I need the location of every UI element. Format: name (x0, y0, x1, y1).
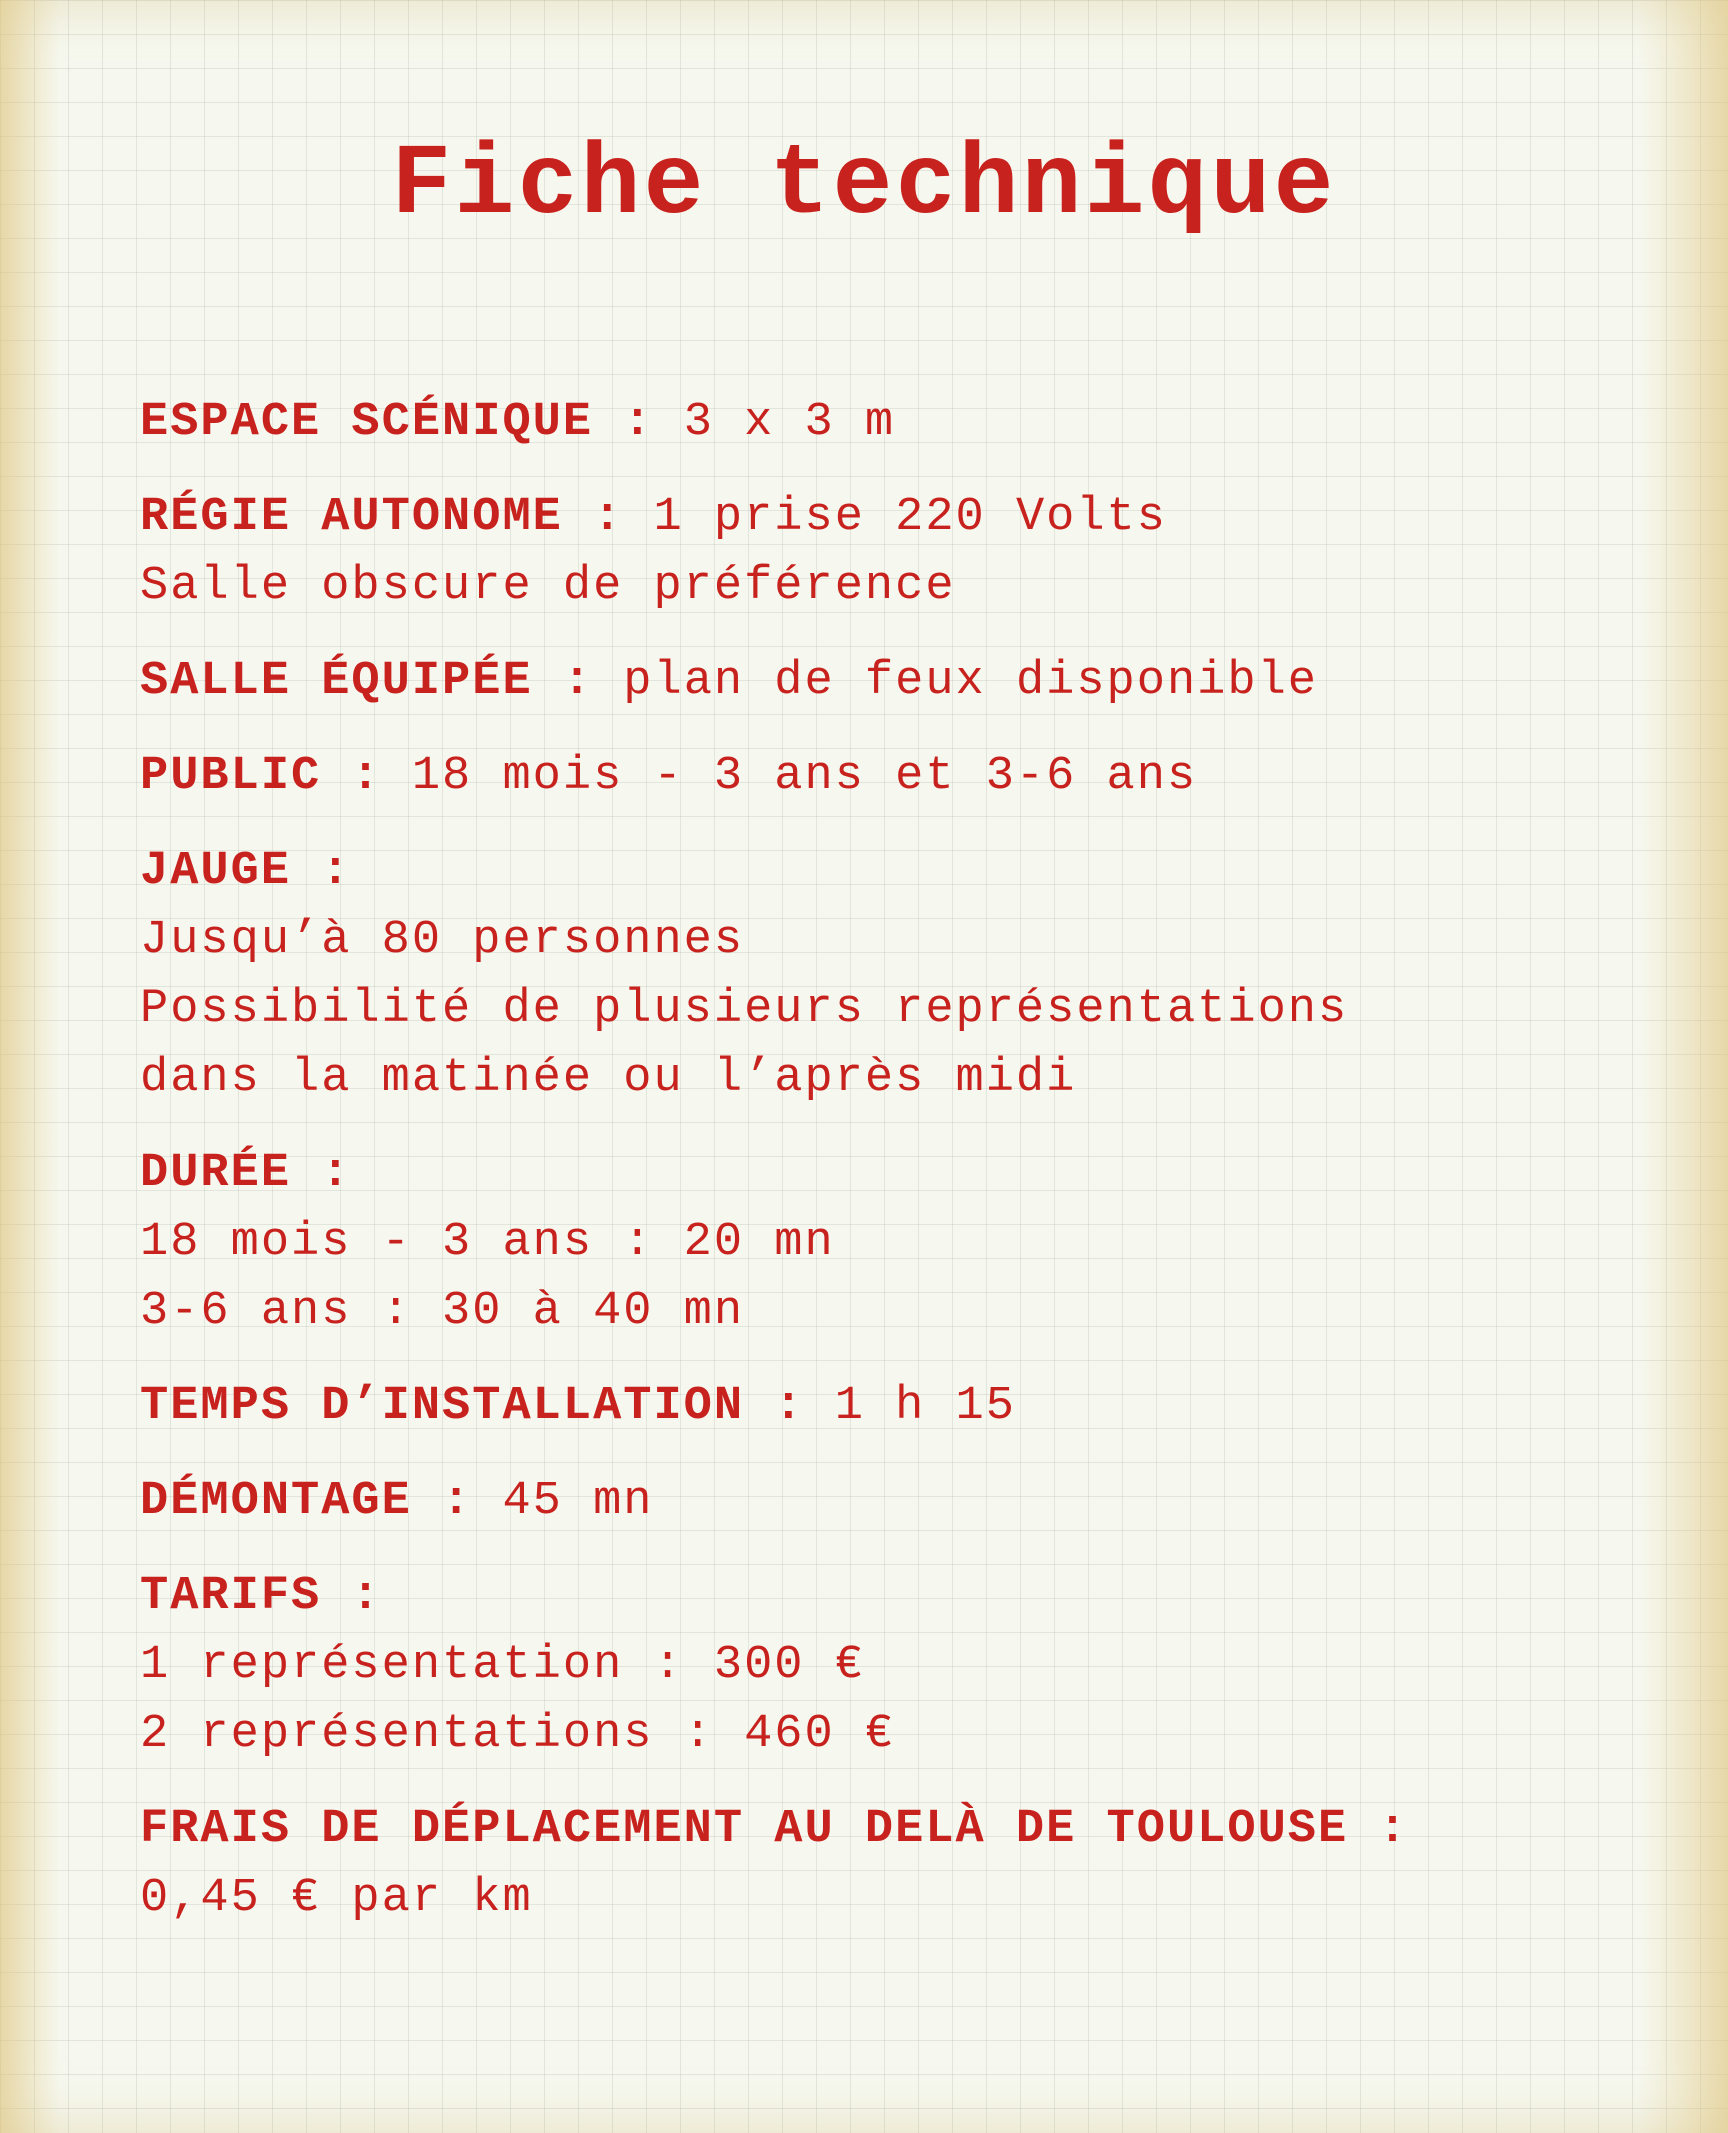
paper-edge-left (0, 0, 60, 2133)
page-title: Fiche technique (391, 130, 1337, 243)
section-line: 1 représentation : 300 € (140, 1639, 865, 1692)
section-line: 18 mois - 3 ans : 20 mn (140, 1216, 835, 1269)
section-public (140, 742, 1660, 811)
section-value: 1 prise 220 Volts (623, 491, 1167, 544)
section-label: RÉGIE AUTONOME : (140, 491, 624, 544)
section-frais-deplacement (140, 1795, 1660, 1933)
section-value: plan de feux disponible (593, 655, 1318, 708)
section-line: Possibilité de plusieurs représentations (140, 983, 1349, 1036)
section-label: FRAIS DE DÉPLACEMENT AU DELÀ DE TOULOUSE : (140, 1803, 1409, 1856)
spec-list (140, 388, 1660, 1959)
section-tarifs (140, 1562, 1660, 1769)
section-value: 3 x 3 m (653, 396, 896, 449)
section-label: TEMPS D’INSTALLATION : (140, 1380, 805, 1433)
section-salle-equipee (140, 647, 1660, 716)
section-label: ESPACE SCÉNIQUE : (140, 396, 654, 449)
section-label: TARIFS : (140, 1570, 382, 1623)
section-temps-installation (140, 1372, 1660, 1441)
section-value: 45 mn (472, 1475, 654, 1528)
section-regie-autonome (140, 483, 1660, 621)
section-espace-scenique (140, 388, 1660, 457)
section-jauge (140, 837, 1660, 1113)
section-duree (140, 1139, 1660, 1346)
section-line: Salle obscure de préférence (140, 560, 956, 613)
section-label: PUBLIC : (140, 750, 382, 803)
section-line: 0,45 € par km (140, 1872, 533, 1925)
section-label: DURÉE : (140, 1147, 352, 1200)
section-label: SALLE ÉQUIPÉE : (140, 655, 594, 708)
section-label: JAUGE : (140, 845, 352, 898)
section-line: Jusqu’à 80 personnes (140, 914, 745, 967)
section-demontage (140, 1467, 1660, 1536)
section-label: DÉMONTAGE : (140, 1475, 473, 1528)
section-value: 1 h 15 (804, 1380, 1016, 1433)
section-value: 18 mois - 3 ans et 3-6 ans (381, 750, 1198, 803)
section-line: 3-6 ans : 30 à 40 mn (140, 1285, 745, 1338)
section-line: dans la matinée ou l’après midi (140, 1052, 1077, 1105)
section-line: 2 représentations : 460 € (140, 1708, 896, 1761)
